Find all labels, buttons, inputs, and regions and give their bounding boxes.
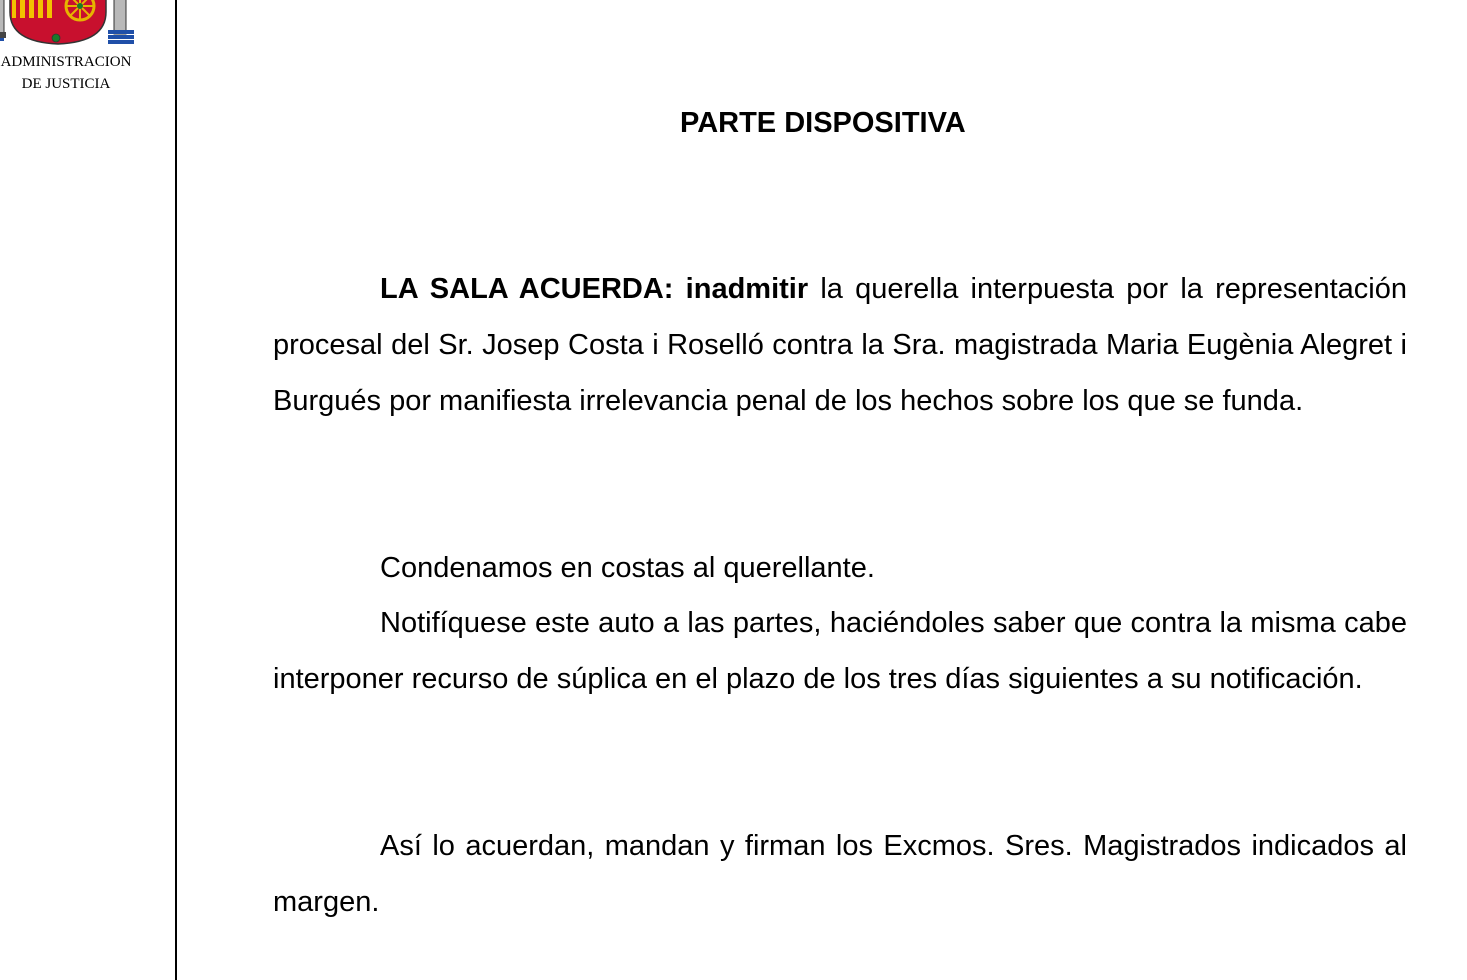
paragraph-closing [273,818,1407,930]
left-margin-rule [175,0,177,980]
section-heading: PARTE DISPOSITIVA [680,107,966,139]
emblem-caption-line-2: DE JUSTICIA [21,76,111,92]
notification-text: Notifíquese este auto a las partes, haciéndoles saber que contra la misma cabe interponer recurso de súplica en el plazo de los tres días siguientes a su notificación. [273,607,1407,695]
coat-of-arms-icon [0,0,154,46]
emblem-caption-line-1: ADMINISTRACION [0,54,132,70]
costs-text: Condenamos en costas al querellante. [380,552,875,584]
paragraph-costs [273,540,1407,596]
paragraph-resolution [273,261,1407,429]
closing-text: Así lo acuerdan, mandan y firman los Excmos. Sres. Magistrados indicados al margen. [273,830,1407,918]
resolution-verb: inadmitir [685,273,809,305]
resolution-text: la querella interpuesta por la representación procesal del Sr. Josep Costa i Roselló contra la Sra. magistrada Maria Eugènia Alegret i Burgués por manifiesta irrelevancia penal de los hechos sobre los que se funda. [273,273,1407,417]
resolution-lead: LA SALA ACUERDA: [380,273,674,305]
paragraph-notification [273,595,1407,707]
